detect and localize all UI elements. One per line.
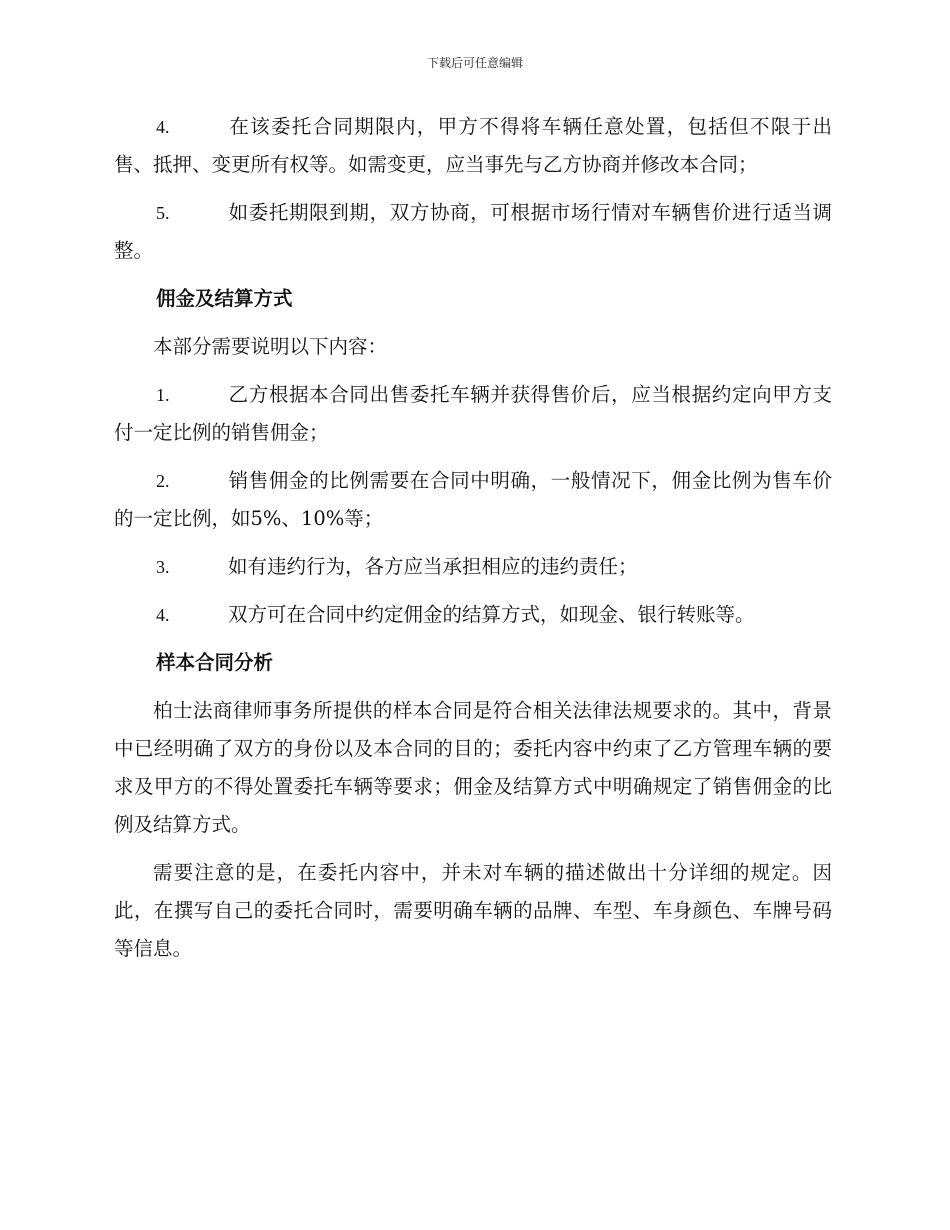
document-body [114, 108, 832, 978]
item-number: 4. [156, 605, 170, 625]
list-item [114, 194, 832, 270]
list-item [114, 462, 832, 538]
item-number: 4. [156, 117, 170, 137]
page-header: 下载后可任意编辑 [426, 56, 523, 70]
item-number: 5. [156, 203, 170, 223]
item-number: 3. [156, 557, 170, 577]
analysis-paragraph: 需要注意的是，在委托内容中，并未对车辆的描述做出十分详细的规定。因此，在撰写自己的委托合同时，需要明确车辆的品牌、车型、车身颜色、车牌号码等信息。 [114, 861, 832, 960]
list-item [114, 548, 832, 586]
item-text: 如有违约行为，各方应当承担相应的违约责任； [228, 555, 638, 578]
list-item [114, 108, 832, 184]
item-text: 双方可在合同中约定佣金的结算方式，如现金、银行转账等。 [228, 603, 755, 626]
commission-intro: 本部分需要说明以下内容： [153, 335, 388, 358]
item-text: 在该委托合同期限内，甲方不得将车辆任意处置，包括但不限于出售、抵押、变更所有权等。如需变更，应当事先与乙方协商并修改本合同； [114, 115, 832, 176]
item-number: 2. [156, 471, 170, 491]
list-item [114, 596, 832, 634]
section-heading-analysis: 样本合同分析 [156, 651, 274, 674]
section-heading-commission: 佣金及结算方式 [156, 287, 293, 310]
item-text: 销售佣金的比例需要在合同中明确，一般情况下，佣金比例为售车价的一定比例，如5%、10%等； [114, 469, 832, 530]
item-number: 1. [156, 385, 170, 405]
item-text: 如委托期限到期，双方协商，可根据市场行情对车辆售价进行适当调整。 [114, 201, 832, 262]
list-item [114, 376, 832, 452]
item-text: 乙方根据本合同出售委托车辆并获得售价后，应当根据约定向甲方支付一定比例的销售佣金； [114, 383, 832, 444]
analysis-paragraph: 柏士法商律师事务所提供的样本合同是符合相关法律法规要求的。其中，背景中已经明确了双方的身份以及本合同的目的；委托内容中约束了乙方管理车辆的要求及甲方的不得处置委托车辆等要求；佣金及结算方式中明确规定了销售佣金的比例及结算方式。 [114, 699, 832, 836]
